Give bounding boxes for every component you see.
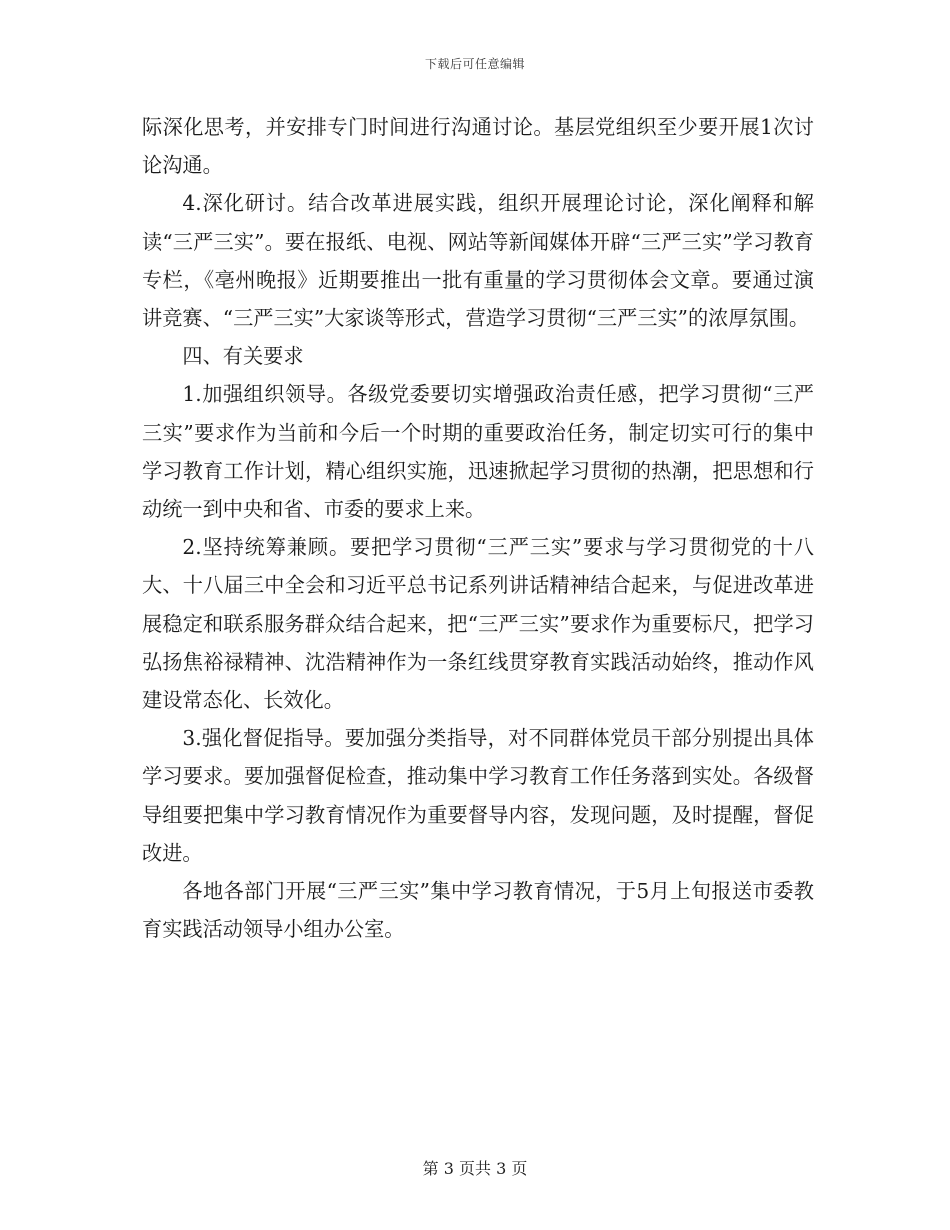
- paragraph-requirement-3: 3.强化督促指导。要加强分类指导，对不同群体党员干部分别提出具体学习要求。要加强督促检查，推动集中学习教育工作任务落到实处。各级督导组要把集中学习教育情况作为重要督导内容，发现问题，及时提醒，督促改进。: [142, 726, 814, 865]
- page-header: 下载后可任意编辑: [424, 57, 525, 71]
- section-heading: 四、有关要求: [182, 344, 304, 369]
- paragraph-item-4: 4.深化研讨。结合改革进展实践，组织开展理论讨论，深化阐释和解读“三严三实”。要在报纸、电视、网站等新闻媒体开辟“三严三实”学习教育专栏，《亳州晚报》近期要推出一批有重量的学习贯彻体会文章。要通过演讲竞赛、“三严三实”大家谈等形式，营造学习贯彻“三严三实”的浓厚氛围。: [142, 191, 814, 331]
- paragraph-requirement-2: 2.坚持统筹兼顾。要把学习贯彻“三严三实”要求与学习贯彻党的十八大、十八届三中全会和习近平总书记系列讲话精神结合起来，与促进改革进展稳定和联系服务群众结合起来，把“三严三实”要求作为重要标尺，把学习弘扬焦裕禄精神、沈浩精神作为一条红线贯穿教育实践活动始终，推动作风建设常态化、长效化。: [142, 535, 814, 713]
- paragraph-closing: 各地各部门开展“三严三实”集中学习教育情况，于5月上旬报送市委教育实践活动领导小组办公室。: [142, 879, 814, 942]
- paragraph-continuation: 际深化思考，并安排专门时间进行沟通讨论。基层党组织至少要开展1次讨论沟通。: [142, 115, 814, 178]
- page-footer: 第 3 页共 3 页: [422, 1159, 528, 1178]
- paragraph-requirement-1: 1.加强组织领导。各级党委要切实增强政治责任感，把学习贯彻“三严三实”要求作为当前和今后一个时期的重要政治任务，制定切实可行的集中学习教育工作计划，精心组织实施，迅速掀起学习贯彻的热潮，把思想和行动统一到中央和省、市委的要求上来。: [142, 382, 814, 522]
- document-body: [142, 108, 814, 948]
